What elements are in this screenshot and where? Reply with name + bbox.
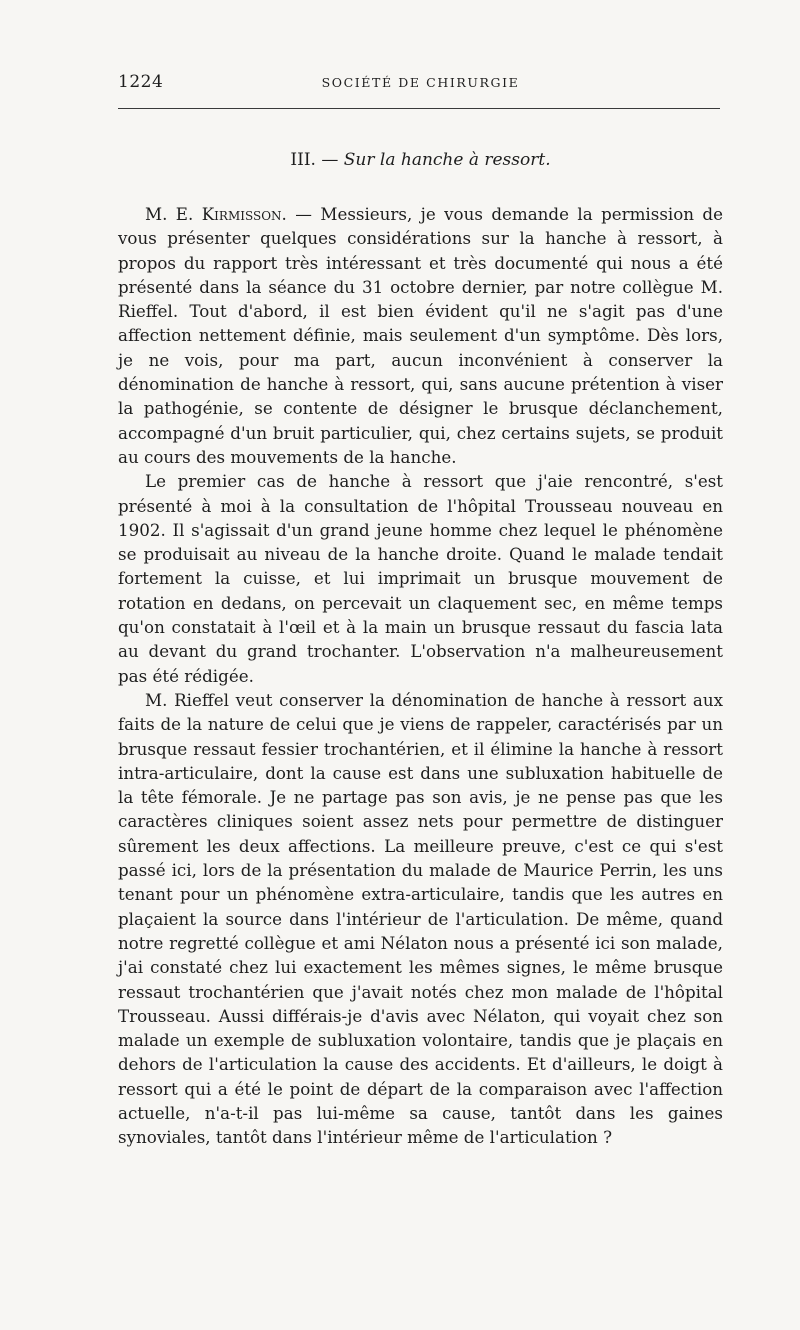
page-number: 1224 (118, 72, 164, 92)
section-number: III. — (290, 150, 339, 170)
section-title: Sur la hanche à ressort. (343, 150, 551, 170)
paragraph-1 (118, 202, 723, 469)
page-header (118, 72, 723, 94)
paragraph-1-text: . — Messieurs, je vous demande la permission de vous présenter quelques considérations sur la hanche à ressort, à propos du rapport très intéressant et très documenté qui nous a été présenté dans la séance du 31 octobre dernier, par notre collègue M. Rieffel. Tout d'abord, il est bien évident qu'il ne s'agit pas d'une affection nettement définie, mais seulement d'un symptôme. Dès lors, je ne vois, pour ma part, aucun inconvénient à conserver la dénomination de hanche à ressort, qui, sans aucune prétention à viser la pathogénie, se contente de désigner le brusque déclanchement, accompagné d'un bruit particulier, qui, chez certains sujets, se produit au cours des mouvements de la hanche. (118, 204, 723, 467)
speaker-prefix: M. E. (145, 204, 202, 224)
section-heading (118, 150, 723, 170)
speaker-name: Kirmisson (201, 204, 282, 224)
header-rule (118, 108, 720, 109)
running-title: SOCIÉTÉ DE CHIRURGIE (321, 75, 520, 90)
paragraph-3: M. Rieffel veut conserver la dénomination de hanche à ressort aux faits de la nature de celui que je viens de rappeler, caractérisés par un brusque ressaut fessier trochantérien, et il élimine la hanche à ressort intra-articulaire, dont la cause est dans une subluxation habituelle de la tête fémorale. Je ne partage pas son avis, je ne pense pas que les caractères cliniques soient assez nets pour permettre de distinguer sûrement les deux affections. La meilleure preuve, c'est ce qui s'est passé ici, lors de la présentation du malade de Maurice Perrin, les uns tenant pour un phénomène extra-articulaire, tandis que les autres en plaçaient la source dans l'intérieur de l'articulation. De même, quand notre regretté collègue et ami Nélaton nous a présenté ici son malade, j'ai constaté chez lui exactement les mêmes signes, le même brusque ressaut trochantérien que j'avait notés chez mon malade de l'hôpital Trousseau. Aussi différais-je d'avis avec Nélaton, qui voyait chez son malade un exemple de subluxation volontaire, tandis que je plaçais en dehors de l'articulation la cause des accidents. Et d'ailleurs, le doigt à ressort qui a été le point de départ de la comparaison avec l'affection actuelle, n'a-t-il pas lui-même sa cause, tantôt dans les gaines synoviales, tantôt dans l'intérieur même de l'articulation ? (118, 689, 723, 1148)
article-body (118, 202, 723, 1150)
paragraph-2: Le premier cas de hanche à ressort que j'aie rencontré, s'est présenté à moi à la consultation de l'hôpital Trousseau nouveau en 1902. Il s'agissait d'un grand jeune homme chez lequel le phénomène se produisait au niveau de la hanche droite. Quand le malade tendait fortement la cuisse, et lui imprimait un brusque mouvement de rotation en dedans, on percevait un claquement sec, en même temps qu'on constatait à l'œil et à la main un brusque ressaut du fascia lata au devant du grand trochanter. L'observation n'a malheureusement pas été rédigée. (118, 471, 723, 686)
